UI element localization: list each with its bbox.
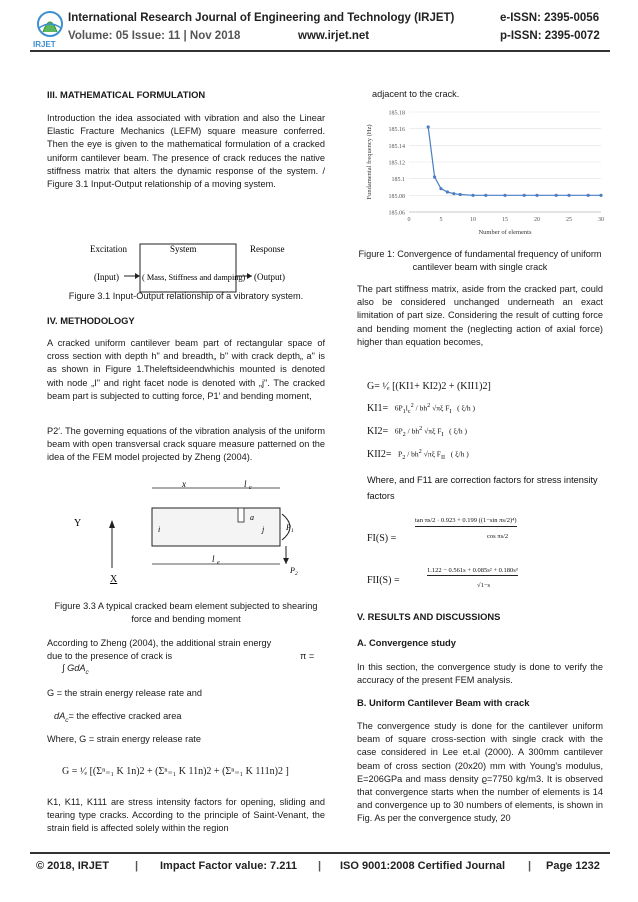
data-point	[427, 125, 430, 128]
fig33-beam	[152, 508, 280, 546]
data-point	[555, 194, 558, 197]
data-point	[503, 194, 506, 197]
paragraph-methodology: A cracked uniform cantilever beam part of rectangular space of cross section with depth h" and breadth„ b" with crack depth„ a" is as shown in Figure 1.Theleftsideendwhichis mounted is denoted with node „I" and right facet node is denoted with „j". The cracked beam part is subjected to cutting force, P1′ and bending moment,	[47, 338, 325, 401]
paragraph-stress-intensity: K1, K11, K111 are stress intensity factors for opening, sliding and tearing type cracks. According to the principle of Saint-Venant, the strain field is affected solely within the region	[47, 797, 325, 834]
y-tick-label: 185.14	[388, 143, 405, 150]
caption-fig-1: Figure 1: Convergence of fundamental frequency of uniform cantilever beam with single crack	[358, 249, 602, 272]
subheading-convergence: A. Convergence study	[357, 637, 456, 648]
header-divider	[30, 50, 610, 52]
equations-block	[367, 378, 607, 592]
paragraph-zheng: According to Zheng (2004), the additional strain energy due to the presence of crack is	[47, 638, 272, 662]
website[interactable]: www.irjet.net	[298, 30, 370, 42]
paragraph-stiffness: The part stiffness matrix, aside from the cracked part, could also be considered unchanged underneath an exact limitation of part size. Considering the result of cutting force and bending moment the (neglecting action of axial force) higher than equation becomes,	[357, 284, 603, 347]
paragraph-where-g: Where, G = strain energy release rate	[47, 734, 201, 744]
fig33-p2-sub: 2	[295, 571, 298, 577]
paragraph-convergence: In this section, the convergence study is done to verify the accuracy of the present FEM analysis.	[357, 662, 603, 686]
volume-issue: Volume: 05 Issue: 11 | Nov 2018	[68, 30, 241, 42]
footer-divider	[30, 852, 610, 854]
eq-kii2-row: $KII2= P_2 / bh^2$ √πξ $F_{II}$ ( ξ/h )	[367, 448, 469, 461]
fig31-output: (Output)	[254, 272, 285, 282]
x-tick-label: 30	[598, 217, 604, 223]
fii-den: √1−s	[477, 582, 491, 589]
data-point	[471, 194, 474, 197]
footer-sep2: |	[318, 860, 322, 872]
fii-row	[367, 566, 607, 592]
fig33-p1: P	[286, 523, 291, 532]
data-point	[484, 194, 487, 197]
y-tick-label: 185.12	[388, 160, 405, 167]
x-tick-label: 25	[566, 217, 572, 223]
data-point	[535, 194, 538, 197]
y-tick-label: 185.18	[388, 110, 405, 117]
fi-row	[367, 516, 607, 556]
fig31-excitation: Excitation	[90, 244, 127, 254]
dac-text: = the effective cracked area	[68, 711, 182, 721]
y-tick-label: 185.06	[388, 210, 405, 217]
eq-k11-row: $KI1= 6P_1l_c^2 / bh^2$ √πξ $F_I$ ( ξ/h )	[367, 402, 476, 415]
footer-sep1: |	[135, 860, 139, 872]
figure-3-3-diagram	[72, 478, 312, 588]
fi-den: cos πs/2	[487, 533, 509, 540]
fig33-a: a	[250, 513, 254, 522]
fi-label: FI(S) =	[367, 533, 397, 544]
irjet-logo	[33, 10, 67, 50]
fig31-response: Response	[250, 244, 285, 254]
eissn: e-ISSN: 2395-0056	[500, 12, 600, 24]
caption-fig-3-3: Figure 3.3 A typical cracked beam element subjected to shearing force and bending moment	[54, 601, 318, 624]
footer-iso: ISO 9001:2008 Certified Journal	[340, 860, 506, 872]
series-line	[428, 127, 601, 195]
dac-symbol: dA	[54, 711, 66, 721]
paragraph-uniform-beam: The convergence study is done for the cantilever uniform beam of square cross-section with single crack with the case considered in Lee et.al (2000). A 300mm cantilever beam of cross section (20x20) mm with Young's modulus, E=206GPa and mass density ϱ=7750 kg/m3. It is observed that convergence starts when the number of elements is 14 and convergence up to 30 numbers of elements, is shown in Fig. As per the convergence study, 20	[357, 721, 603, 824]
data-point	[587, 194, 590, 197]
fii-label: FII(S) =	[367, 575, 400, 586]
y-tick-label: 185.16	[388, 127, 405, 134]
paragraph-g-definition: G = the strain energy release rate and	[47, 688, 203, 698]
figure-3-1-diagram	[88, 238, 298, 296]
eq-k11: KI1=	[367, 402, 389, 414]
fi-num1: tan πs/2	[415, 517, 436, 524]
fig31-system: System	[170, 244, 197, 254]
integral-expression	[62, 662, 89, 679]
fig33-le-sub: e	[217, 560, 220, 566]
x-axis-label: Number of elements	[478, 229, 532, 236]
fig33-Y: Y	[74, 518, 82, 529]
paragraph-intro: Introduction the idea associated with vibration and also the Linear Elastic Fracture Mechanics (LEFM) square measure conferred. Then the eye is given to the mathematical formulation of a cracked uniform cantilever beam. The presence of crack reduces the native stiffness matrix that alters the dynamic response of the system. / Figure 3.1 Input-Output relationship of a moving system.	[47, 113, 325, 190]
data-point	[452, 192, 455, 195]
fig33-p2: P	[290, 566, 295, 575]
fig33-j: j	[262, 525, 265, 534]
section-heading-results: V. RESULTS AND DISCUSSIONS	[357, 611, 501, 622]
fig33-X: X	[110, 574, 118, 585]
eq-k12: KI2=	[367, 425, 389, 437]
fig31-system-sub: ( Mass, Stiffness and damping)	[142, 273, 246, 282]
fig33-le: l	[212, 554, 215, 564]
data-point	[446, 190, 449, 193]
fi-numerator: tan πs/2 · 0.923 + 0.199 ((1−sin πs/2)⁴)	[415, 516, 517, 527]
footer-impact: Impact Factor value: 7.211	[160, 860, 297, 872]
footer-sep3: |	[528, 860, 532, 872]
data-point	[439, 187, 442, 190]
paragraph-adjacent: adjacent to the crack.	[372, 89, 460, 99]
y-tick-label: 185.08	[388, 193, 405, 200]
data-point	[523, 194, 526, 197]
caption-fig-3-1: Figure 3.1 Input-Output relationship of a vibratory system.	[68, 291, 304, 301]
x-tick-label: 15	[502, 217, 508, 223]
paragraph-governing-equations: P2′. The governing equations of the vibration analysis of the uniform beam with open transversal crack square measure patterned on the idea of the FEM model projected by Zheng (2004).	[47, 426, 325, 463]
eq-k12-row: $KI2= 6P_2 / bh^2$ √πξ $F_I$ ( ξ/h )	[367, 425, 468, 438]
dac-sub: c	[65, 716, 69, 724]
x-tick-label: 5	[439, 217, 443, 223]
fig33-x: x	[182, 479, 186, 489]
footer-page: Page 1232	[546, 860, 600, 872]
data-point	[567, 194, 570, 197]
fig33-lc-sub: c	[249, 485, 252, 491]
data-point	[459, 193, 462, 196]
logo-text: IRJET	[33, 40, 56, 49]
y-axis-label: Fundamental frequency (Hz)	[366, 124, 373, 200]
fii-num: 1.122 − 0.561s + 0.085s² + 0.180s³	[427, 567, 518, 574]
section-heading-math: III. MATHEMATICAL FORMULATION	[47, 89, 206, 100]
fig33-crack	[238, 508, 244, 522]
fig33-i: i	[158, 525, 161, 534]
y-tick-label: 185.1	[391, 177, 405, 184]
where-f-text: Where, and F11 are correction factors for stress intensity factors	[367, 475, 598, 501]
equation-g: G = ¹⁄ₑ [(Σⁿ₌₁ K 1n)2 + (Σⁿ₌₁ K 11n)2 + (Σⁿ₌₁ K 111n)2 ]	[62, 766, 289, 777]
fig31-input: (Input)	[94, 272, 119, 282]
x-tick-label: 20	[534, 217, 540, 223]
convergence-chart	[357, 104, 607, 242]
fi-num2: 0.923 + 0.199 ((1−sin πs/2)⁴)	[440, 517, 517, 524]
eq-kii2: KII2=	[367, 448, 392, 460]
section-heading-methodology: IV. METHODOLOGY	[47, 315, 135, 326]
fig33-p1-sub: 1	[291, 528, 294, 534]
footer-copyright: © 2018, IRJET	[36, 860, 109, 872]
data-point	[599, 194, 602, 197]
journal-title: International Research Journal of Engineering and Technology (IRJET)	[68, 12, 455, 24]
eq-g: G= ¹⁄ₑ [(KI1+ KI2)2 + (KII1)2]	[367, 381, 491, 392]
pi-equals: π =	[300, 651, 315, 661]
x-tick-label: 0	[407, 217, 411, 223]
integral-sub: c	[85, 668, 89, 676]
pissn: p-ISSN: 2395-0072	[500, 30, 600, 42]
data-point	[433, 175, 436, 178]
fig33-lc: l	[244, 479, 247, 489]
subheading-uniform-beam: B. Uniform Cantilever Beam with crack	[357, 697, 530, 708]
integral-text: ∫ GdA	[62, 663, 86, 673]
x-tick-label: 10	[470, 217, 476, 223]
